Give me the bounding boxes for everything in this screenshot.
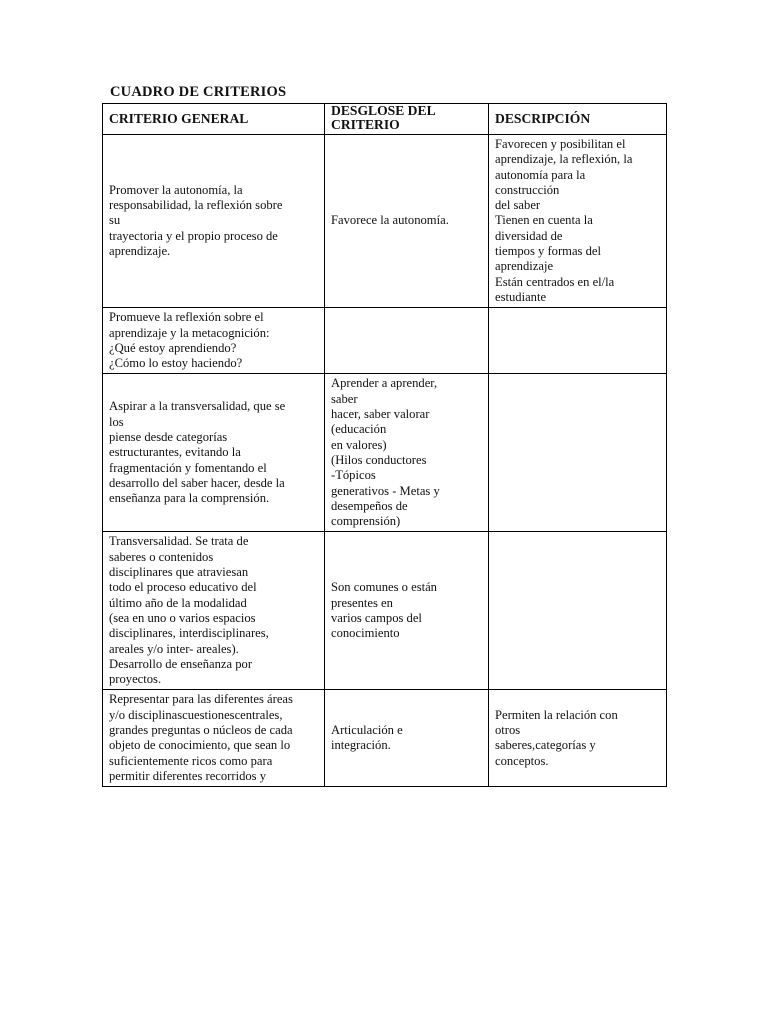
cell-text-line: areales y/o inter- areales). [109,641,239,656]
cell-desglose [325,374,489,532]
header-label-line: CRITERIO [331,117,400,132]
criteria-table [102,103,667,787]
header-criterio-general [103,104,325,135]
cell-text-line: Desarrollo de enseñanza por [109,656,253,671]
cell-text-line: último año de la modalidad [109,595,247,610]
cell-text-line: aprendizaje y la metacognición: [109,325,270,340]
table-row [103,690,667,787]
document-title: CUADRO DE CRITERIOS [110,84,287,100]
cell-text-line: fragmentación y fomentando el [109,460,267,475]
cell-text-line: suficientemente ricos como para [109,753,273,768]
table-header-row [103,104,667,135]
cell-text-line: saber [331,391,358,406]
cell-text-line: grandes preguntas o núcleos de cada [109,722,293,737]
cell-descripcion [489,532,667,690]
cell-text-line: varios campos del [331,610,422,625]
table-row [103,532,667,690]
cell-text-line: Tienen en cuenta la [495,213,593,228]
cell-criterio-general [103,135,325,308]
header-desglose [325,104,489,135]
cell-text-line: desarrollo del saber hacer, desde la [109,475,285,490]
cell-text-line: todo el proceso educativo del [109,580,257,595]
cell-text-line: (sea en uno o varios espacios [109,610,256,625]
cell-text-line: presentes en [331,595,393,610]
cell-text-line: Son comunes o están [331,580,437,595]
cell-text-line: Transversalidad. Se trata de [109,534,249,549]
cell-text-line: del saber [495,198,541,213]
table-row [103,135,667,308]
cell-text-line: disciplinares que atraviesan [109,565,249,580]
header-descripcion [489,104,667,135]
cell-text-line: saberes o contenidos [109,549,214,564]
cell-text-line: Favorece la autonomía. [331,213,449,228]
cell-text-line: disciplinares, interdisciplinares, [109,626,269,641]
cell-text-line: desempeños de [331,498,408,513]
cell-text-line: Aprender a aprender, [331,376,438,391]
cell-text-line: enseñanza para la comprensión. [109,491,270,506]
cell-text-line: aprendizaje, la reflexión, la [495,152,633,167]
cell-text-line: diversidad de [495,228,563,243]
cell-desglose [325,135,489,308]
cell-text-line: responsabilidad, la reflexión sobre [109,198,283,213]
cell-criterio-general [103,308,325,374]
cell-text-line: y/o disciplinascuestionescentrales, [109,707,283,722]
table-row [103,308,667,374]
cell-text-line: ¿Cómo lo estoy haciendo? [109,356,243,371]
cell-text-line: Articulación e [331,722,403,737]
header-label-line: DESGLOSE DEL [331,103,436,118]
cell-desglose [325,532,489,690]
cell-text-line: proyectos. [109,672,162,687]
header-label: CRITERIO GENERAL [109,111,249,126]
cell-text-line: en valores) [331,437,387,452]
cell-descripcion [489,135,667,308]
cell-text-line: construcción [495,182,560,197]
cell-text-line: integración. [331,738,391,753]
cell-text-line: conocimiento [331,626,400,641]
cell-descripcion [489,308,667,374]
cell-descripcion [489,690,667,787]
cell-text-line: Promueve la reflexión sobre el [109,310,264,325]
cell-text-line: generativos - Metas y [331,483,440,498]
cell-text-line: hacer, saber valorar [331,407,430,422]
cell-text-line: Representar para las diferentes áreas [109,692,293,707]
cell-text-line: aprendizaje. [109,244,171,259]
cell-text-line: piense desde categorías [109,429,228,444]
cell-criterio-general [103,532,325,690]
cell-text-line: comprensión) [331,514,401,529]
cell-text-line: estudiante [495,289,547,304]
cell-text-line: (Hilos conductores [331,452,427,467]
cell-descripcion [489,374,667,532]
cell-criterio-general [103,690,325,787]
cell-text-line: permitir diferentes recorridos y [109,768,267,783]
cell-text-line: aprendizaje [495,259,554,274]
cell-text-line: -Tópicos [331,468,376,483]
cell-text-line: Permiten la relación con [495,707,618,722]
cell-text-line: Están centrados en el/la [495,274,615,289]
cell-text-line: otros [495,722,521,737]
cell-text-line: (educación [331,422,387,437]
cell-text-line: Promover la autonomía, la [109,182,243,197]
cell-text-line: trayectoria y el propio proceso de [109,228,278,243]
cell-desglose [325,690,489,787]
header-label: DESCRIPCIÓN [495,111,591,126]
cell-text-line: su [109,213,121,228]
cell-text-line: saberes,categorías y [495,738,596,753]
cell-text-line: estructurantes, evitando la [109,445,241,460]
cell-text-line: tiempos y formas del [495,244,601,259]
cell-text-line: los [109,414,124,429]
cell-text-line: Aspirar a la transversalidad, que se [109,399,286,414]
cell-text-line: autonomía para la [495,167,586,182]
cell-criterio-general [103,374,325,532]
cell-text-line: objeto de conocimiento, que sean lo [109,738,291,753]
cell-text-line: ¿Qué estoy aprendiendo? [109,340,237,355]
table-row [103,374,667,532]
cell-desglose [325,308,489,374]
cell-text-line: conceptos. [495,753,549,768]
cell-text-line: Favorecen y posibilitan el [495,137,626,151]
